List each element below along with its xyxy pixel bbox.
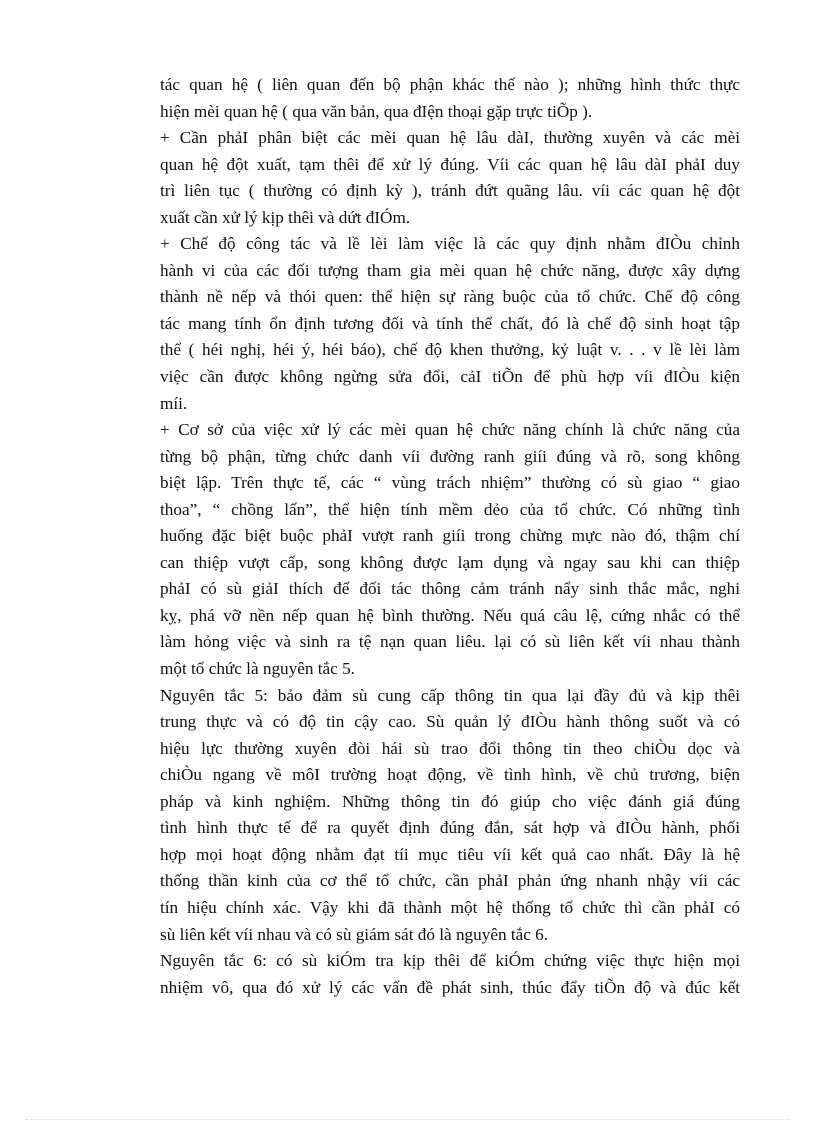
text-line: huống đặc biệt buộc phảI vượt ranh giíi trong chừng mực nào đó, thậm chí xyxy=(160,526,740,546)
text-line: can thiệp vượt cấp, song không được lạm dụng và ngay sau khi can thiệp xyxy=(160,552,740,572)
text-line: xuất cần xử lý kịp thêi và dứt đIÓm. xyxy=(160,207,411,227)
text-line: Nguyên tắc 6: có sù kiÓm tra kịp thêi để kiÓm chứng việc thực hiện mọi xyxy=(160,951,740,971)
text-line: hành vi của các đối tượng tham gia mèi quan hệ chức năng, được xây dựng xyxy=(160,260,740,280)
text-line: hợp mọi hoạt động nhằm đạt tíi mục tiêu víi kết quả cao nhất. Đây là hệ xyxy=(160,844,740,864)
text-line: thoa”, “ chồng lấn”, thể hiện tính mềm dẻo của tổ chức. Có những tình xyxy=(160,499,740,519)
text-line: + Cần phảI phân biệt các mèi quan hệ lâu dàI, thường xuyên và các mèi xyxy=(160,128,740,148)
text-line: + Cơ sở của việc xử lý các mèi quan hệ chức năng chính là chức năng của xyxy=(160,420,740,440)
text-line: sù liên kết víi nhau và có sù giám sát đó là nguyên tắc 6. xyxy=(160,924,549,944)
text-line: từng bộ phận, từng chức danh víi đường ranh giíi đúng và rõ, song không xyxy=(160,446,740,466)
text-line: tác quan hệ ( liên quan đến bộ phận khác thế nào ); những hình thức thực xyxy=(160,75,740,94)
text-line: làm hỏng việc và sinh ra tệ nạn quan liêu. lại có sù liên kết víi nhau thành xyxy=(160,632,740,652)
text-line: tín hiệu chính xác. Vậy khi đã thành một hệ thống tổ chức thì cần phảI có xyxy=(160,897,740,917)
text-line: tình hình thực tế để ra quyết định đúng đắn, sát hợp và đIÒu hành, phối xyxy=(160,818,740,838)
text-line: thống thần kinh của cơ thể tổ chức, cần phảI phản ứng nhanh nhậy víi các xyxy=(160,871,740,891)
page-bottom-divider xyxy=(26,1119,790,1120)
text-line: một tổ chức là nguyên tắc 5. xyxy=(160,659,355,679)
text-line: kỵ, phá vỡ nền nếp quan hệ bình thường. Nếu quá câu lệ, cứng nhắc có thể xyxy=(160,605,740,625)
text-line: biệt lập. Trên thực tế, các “ vùng trách nhiệm” thường có sù giao “ giao xyxy=(160,473,740,493)
text-line: phảI có sù giảI thích để đối tác thông cảm tránh nẩy sinh thắc mắc, nghi xyxy=(160,579,740,599)
text-line: trì liên tục ( thường có định kỳ ), tránh đứt quãng lâu. víi các quan hệ đột xyxy=(160,181,740,201)
text-line: trung thực và có độ tin cậy cao. Sù quản lý đIÒu hành thông suốt và có xyxy=(160,712,740,732)
text-line: Nguyên tắc 5: bảo đảm sù cung cấp thông tin qua lại đầy đủ và kịp thêi xyxy=(160,685,740,705)
text-line: + Chế độ công tác và lề lèi làm việc là các quy định nhằm đIÒu chỉnh xyxy=(160,234,740,254)
text-line: việc cần được không ngừng sửa đổi, cảI tiÕn để phù hợp víi đIÒu kiện xyxy=(160,367,740,387)
text-line: thể ( héi nghị, héi ý, héi báo), chế độ khen thưởng, kỷ luật v. . . v lề lèi làm xyxy=(160,340,740,360)
text-line: hiện mèi quan hệ ( qua văn bản, qua đIện thoại gặp trực tiÕp ). xyxy=(160,101,593,121)
text-line: tác mang tính ổn định tương đối và tính thể chất, đó là chế độ sinh hoạt tập xyxy=(160,313,740,333)
document-body xyxy=(160,72,740,1001)
text-line: míi. xyxy=(160,393,188,413)
text-line: quan hệ đột xuất, tạm thêi để xử lý đúng. Víi các quan hệ lâu dàI phảI duy xyxy=(160,154,740,174)
text-line: nhiệm vô, qua đó xử lý các vấn đề phát sinh, thúc đẩy tiÕn độ và đúc kết xyxy=(160,977,740,997)
text-line: thành nề nếp và thói quen: thể hiện sự ràng buộc của tổ chức. Chế độ công xyxy=(160,287,740,307)
text-line: chiÒu ngang về môI trường hoạt động, về tình hình, về chủ trương, biện xyxy=(160,765,740,785)
text-line: pháp và kinh nghiệm. Những thông tin đó giúp cho việc đánh giá đúng xyxy=(160,791,740,811)
text-line: hiệu lực thường xuyên đòi hái sù trao đổi thông tin theo chiÒu dọc và xyxy=(160,738,740,758)
